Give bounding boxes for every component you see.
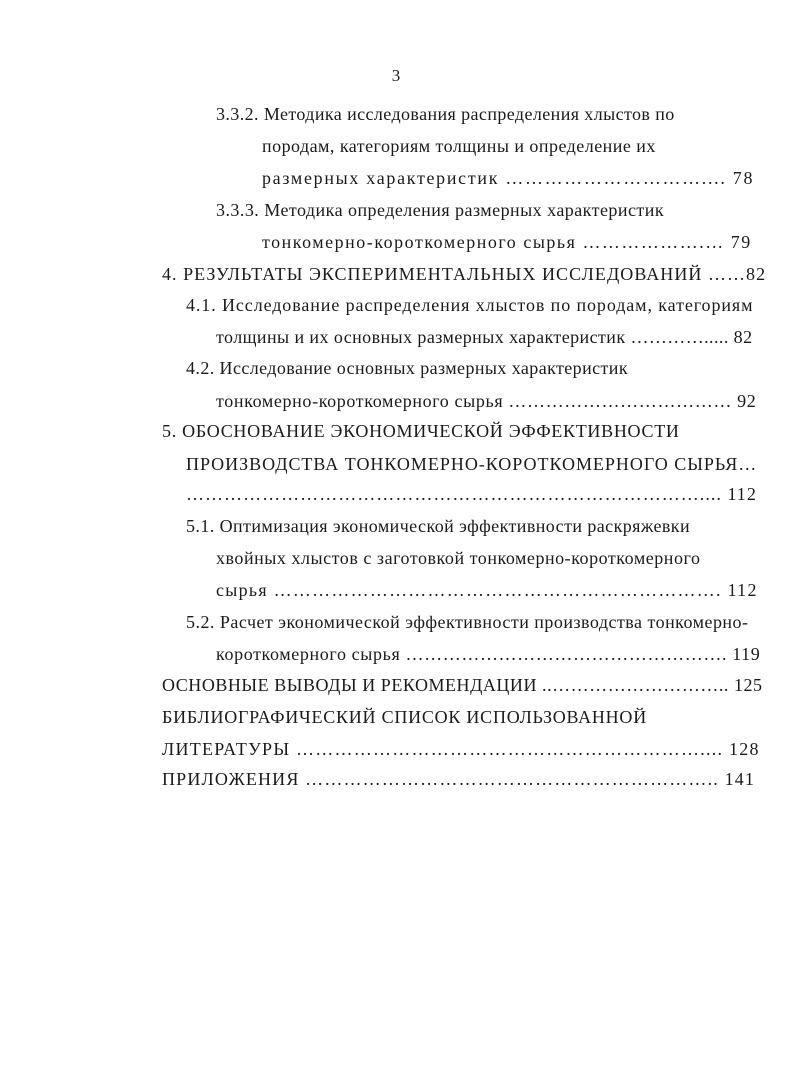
page-number: 3 xyxy=(391,66,401,85)
toc-line: ЛИТЕРАТУРЫ ……………………………………………………….... 128 xyxy=(162,739,760,759)
toc-line: 4.2. Исследование основных размерных характеристик xyxy=(186,358,629,378)
toc-line: ПРИЛОЖЕНИЯ ……………………………………………………….. 141 xyxy=(162,769,756,789)
toc-line: ПРОИЗВОДСТВА ТОНКОМЕРНО-КОРОТКОМЕРНОГО СЫРЬЯ… xyxy=(186,454,758,474)
toc-line: 3.3.2. Методика исследования распределения хлыстов по xyxy=(216,104,675,124)
toc-line: толщины и их основных размерных характеристик …………..... 82 xyxy=(216,327,753,347)
toc-line: тонкомерно-короткомерного сырья ……………………………… 92 xyxy=(216,391,757,411)
toc-line: ОСНОВНЫЕ ВЫВОДЫ И РЕКОМЕНДАЦИИ ..……………………….. 125 xyxy=(162,675,763,695)
toc-line: 4.1. Исследование распределения хлыстов по породам, категориям xyxy=(186,295,754,315)
toc-line: короткомерного сырья ……………………………………………. 119 xyxy=(216,644,761,664)
toc-line: 5. ОБОСНОВАНИЕ ЭКОНОМИЧЕСКОЙ ЭФФЕКТИВНОСТИ xyxy=(162,421,680,441)
toc-line: 5.2. Расчет экономической эффективности производства тонкомерно- xyxy=(186,612,749,632)
toc-line: тонкомерно-короткомерного сырья ……………….… 79 xyxy=(262,232,752,252)
toc-line: 4. РЕЗУЛЬТАТЫ ЭКСПЕРИМЕНТАЛЬНЫХ ИССЛЕДОВАНИЙ ……82 xyxy=(162,264,767,284)
toc-line: 5.1. Оптимизация экономической эффективности раскряжевки xyxy=(186,516,691,536)
toc-line: 3.3.3. Методика определения размерных характеристик xyxy=(216,200,665,220)
toc-line: ……………………………………………………………………….... 112 xyxy=(186,484,757,504)
toc-line: сырья ……………………………………………………………. 112 xyxy=(216,580,758,600)
toc-line: хвойных хлыстов с заготовкой тонкомерно-короткомерного xyxy=(216,548,701,568)
toc-line: БИБЛИОГРАФИЧЕСКИЙ СПИСОК ИСПОЛЬЗОВАННОЙ xyxy=(162,707,647,727)
toc-line: породам, категориям толщины и определение их xyxy=(262,136,656,156)
toc-line: размерных характеристик ………………………….... 78 xyxy=(262,168,755,188)
